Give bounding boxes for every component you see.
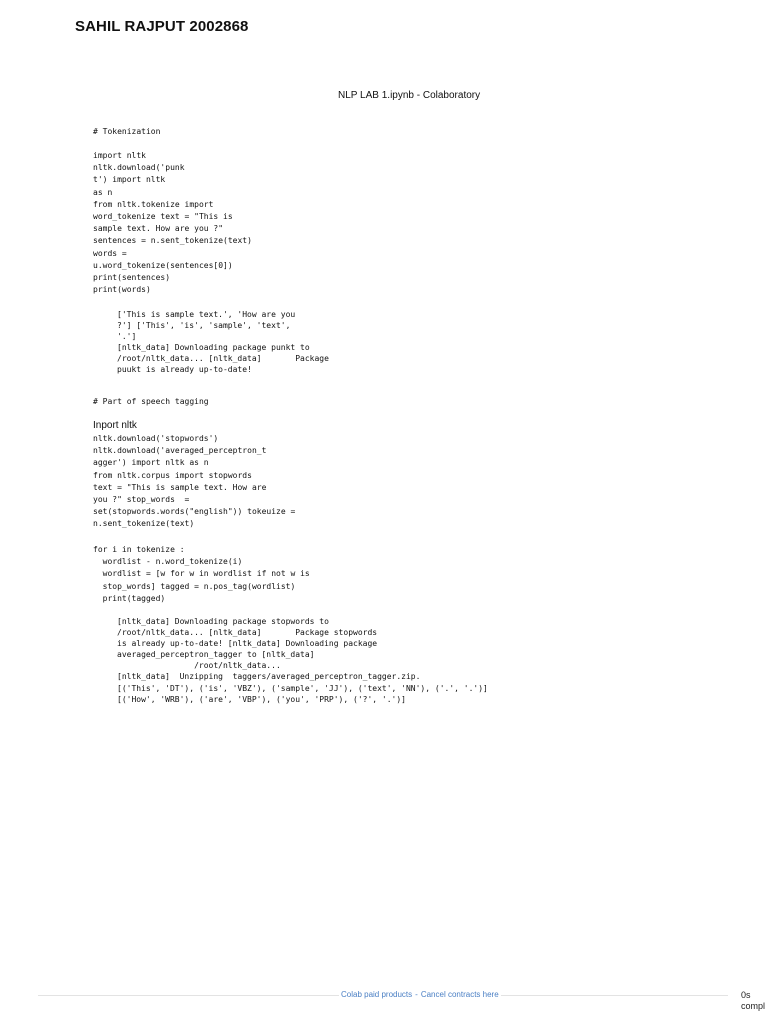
colab-paid-products-link[interactable]: Colab paid products — [341, 990, 413, 999]
pos-comment: # Part of speech tagging — [93, 397, 209, 406]
pos-output: [nltk_data] Downloading package stopwords to /root/nltk_data... [nltk_data] Package stopwords is already up-to-date! [nltk_data] Downloading package averaged_perceptron_tagger to [nltk_data] /root/nltk_data... [nltk_data] Unzipping taggers/averaged_perceptron_tagger.zip. [('This', 'DT'), ('is', 'VBZ'), ('sample', 'JJ'), ('text', 'NN'), ('.', '.')] [('How', 'WRB'), ('are', 'VBP'), ('you', 'PRP'), ('?', '.')] — [117, 617, 488, 704]
footer-separator: - — [415, 990, 418, 999]
loop-code-cell[interactable]: for i in tokenize : wordlist - n.word_tokenize(i) wordlist = [w for w in wordlist if not w is stop_words] tagged = n.pos_tag(wordlist) print(tagged) — [93, 545, 310, 603]
footer-links — [339, 990, 501, 999]
tokenization-code-cell[interactable]: import nltk nltk.download('punk t') import nltk as n from nltk.tokenize import word_tokenize text = "This is sample text. How are you ?" sentences = n.sent_tokenize(text) words = u.word_tokenize(sentences[0]) print(sentences) print(words) — [93, 151, 252, 295]
execution-status: 0s compl — [741, 990, 766, 1011]
pos-code-cell[interactable]: nltk.download('stopwords') nltk.download('averaged_perceptron_t agger') import nltk as n from nltk.corpus import stopwords text = "This is sample text. How are you ?" stop_words = set(stopwords.words("english")) tokeuize = n.sent_tokenize(text) — [93, 434, 296, 529]
author-heading: SAHIL RAJPUT 2002868 — [75, 18, 249, 35]
pos-import-line[interactable]: Inport nltk — [93, 420, 137, 431]
cancel-contracts-link[interactable]: Cancel contracts here — [420, 990, 499, 999]
page-title: NLP LAB 1.ipynb - Colaboratory — [338, 90, 481, 101]
tokenization-output: ['This is sample text.', 'How are you ?'] ['This', 'is', 'sample', 'text', '.'] [nltk_data] Downloading package punkt to /root/nltk_data... [nltk_data] Package puukt is already up-to-date! — [117, 310, 329, 375]
tokenization-comment: # Tokenization — [93, 127, 161, 136]
